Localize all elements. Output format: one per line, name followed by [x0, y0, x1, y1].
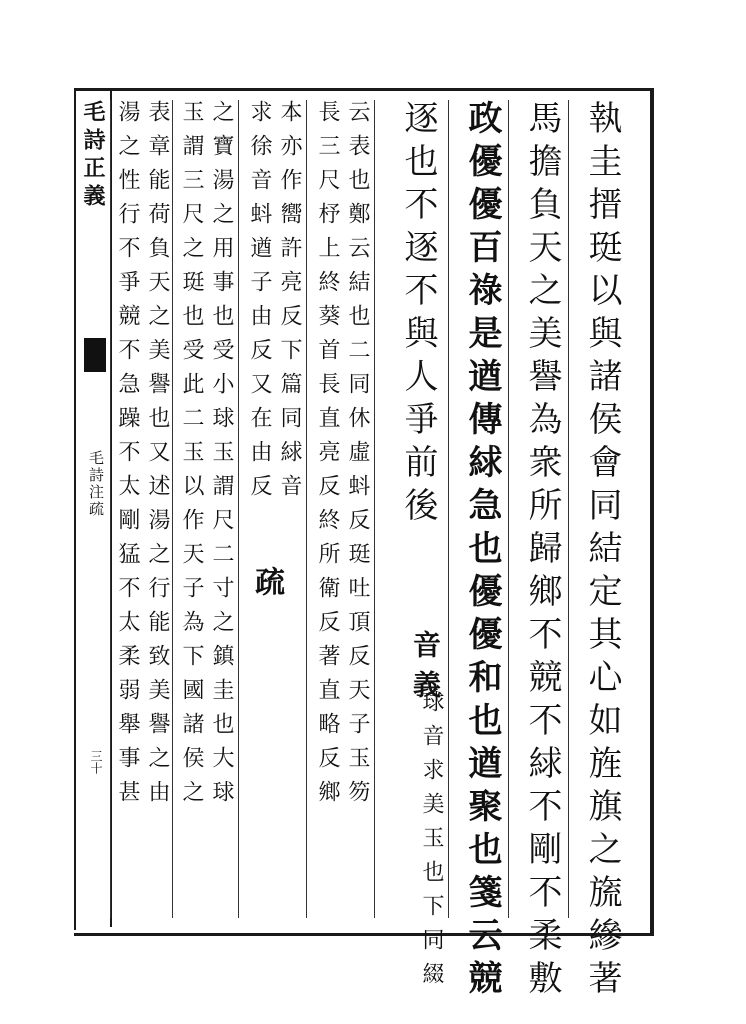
note-line: 云表也鄭云結也二同休虛蚪反珽吐頂反天子玉笏 — [345, 100, 370, 814]
text-column-4 — [374, 100, 449, 996]
text-column-1 — [568, 100, 629, 1003]
note-line: 之寶湯之用事也受小球玉謂尺二寸之鎮圭也大球 — [209, 100, 234, 814]
note-line: 表章能荷負天之美譽也又述湯之行能致美譽之由 — [145, 100, 170, 814]
text-column-5 — [306, 100, 375, 918]
margin-title: 毛詩正義 — [80, 100, 106, 212]
note-line: 長三尺杼上終葵首長直亮反終所衛反著直略反鄉 — [315, 100, 340, 814]
main-text: 馬擔負天之美譽為衆所歸鄉不競不絿不剛不柔敷 — [522, 100, 562, 1003]
note-line: 球音求美玉也下同綴 — [419, 690, 444, 996]
note-line: 本亦作嚮許亮反下篇同絿音 — [277, 100, 302, 508]
main-text: 執圭搢珽以與諸侯會同結定其心如旌旗之旒縿著 — [582, 100, 622, 1003]
note-line: 求徐音蚪遒子由反又在由反 — [247, 100, 272, 508]
text-column-7 — [172, 100, 239, 918]
fish-tail-mark — [84, 338, 106, 372]
yinyi-marker: 音義 — [409, 630, 442, 710]
text-column-3 — [448, 100, 509, 1003]
margin-label: 毛詩注疏 — [87, 450, 105, 518]
text-column-8 — [110, 100, 173, 918]
shu-marker: 疏 — [249, 566, 284, 605]
note-line: 玉謂三尺之珽也受此二玉以作天子為下國諸侯之 — [179, 100, 204, 814]
text-column-2 — [508, 100, 569, 1003]
text-column-6 — [238, 100, 307, 918]
page-number: 三十 — [89, 750, 103, 774]
note-line: 湯之性行不爭競不急躁不太剛猛不太柔弱舉事甚 — [115, 100, 140, 814]
main-text: 政優優百祿是遒傳絿急也優優和也遒聚也箋云競 — [462, 100, 502, 1003]
main-text: 逐也不逐不與人爭前後 — [398, 100, 438, 530]
